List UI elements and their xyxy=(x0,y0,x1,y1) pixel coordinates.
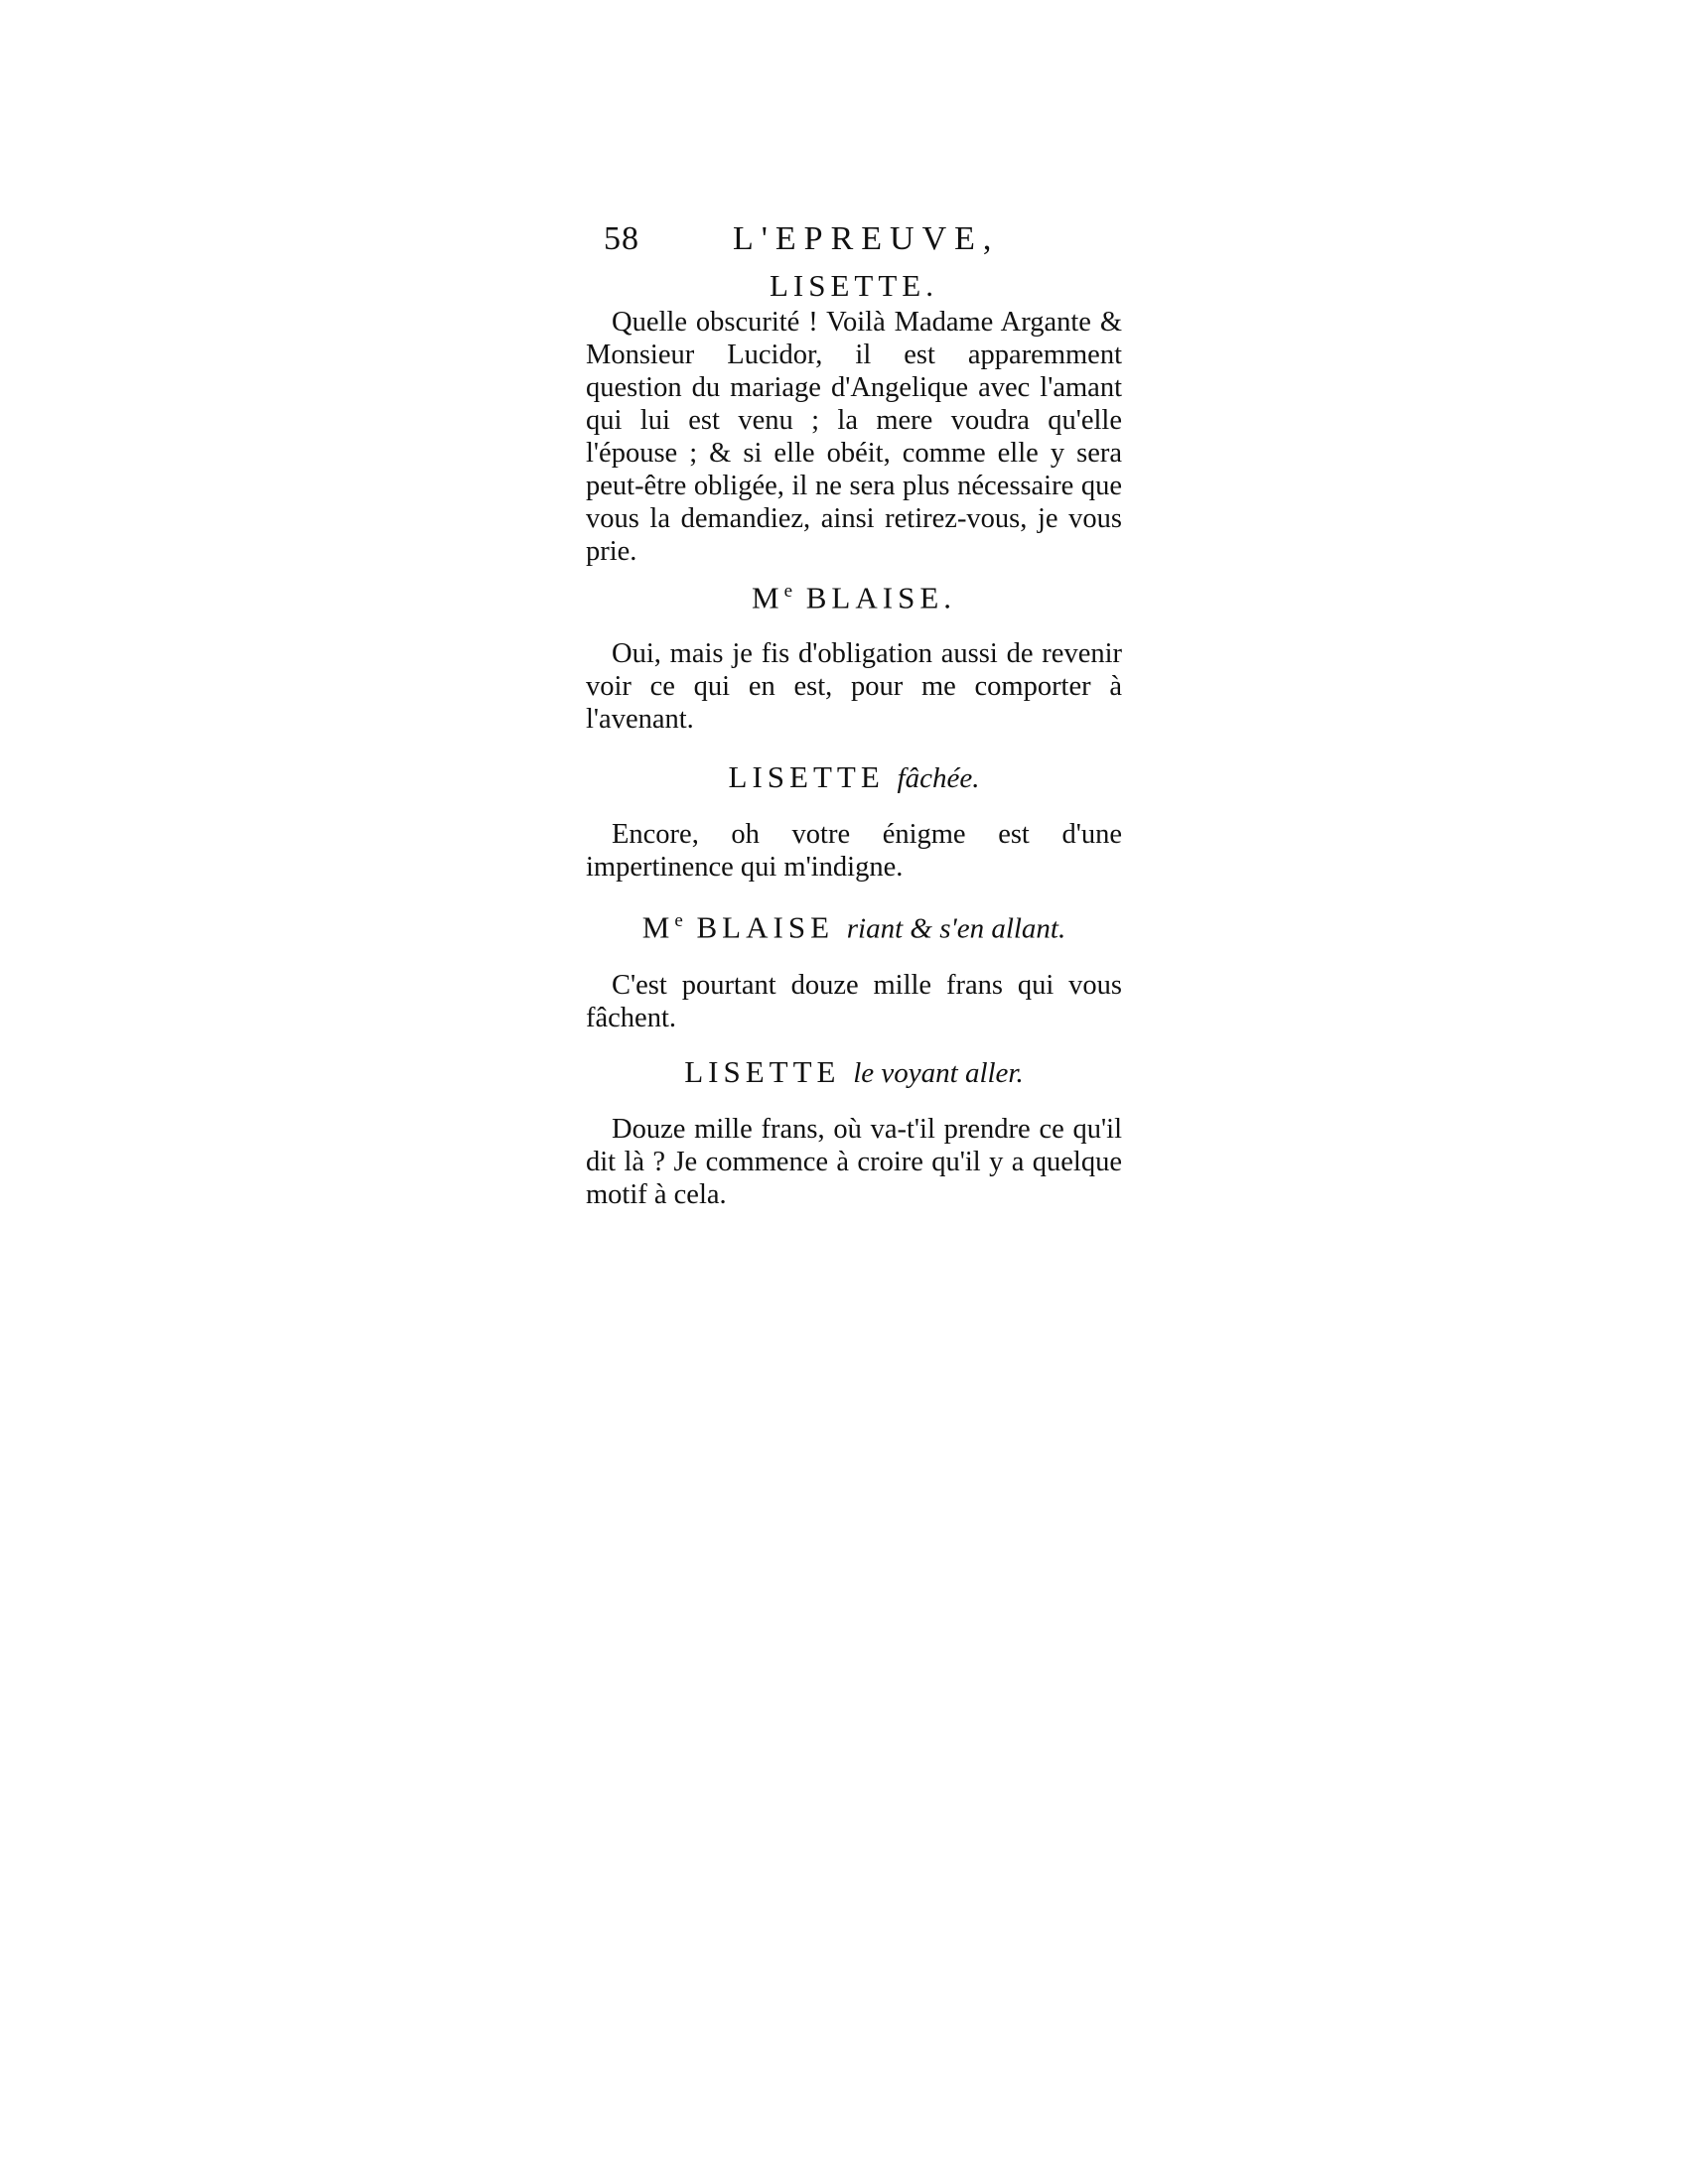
spacer xyxy=(586,949,1122,969)
spacer xyxy=(586,1093,1122,1113)
running-title: L'EPREUVE, xyxy=(733,220,1000,257)
speaker-name: LISETTE xyxy=(684,1053,841,1089)
speaker-superscript: e xyxy=(783,581,793,602)
speaker-heading xyxy=(586,572,1122,617)
speaker-heading xyxy=(586,1052,1122,1093)
page-number: 58 xyxy=(604,220,639,257)
speaker-heading xyxy=(586,901,1122,948)
spacer xyxy=(586,617,1122,637)
speech-text: C'est pourtant douze mille frans qui vous fâchent. xyxy=(586,969,1122,1033)
speaker-name: LISETTE xyxy=(728,759,885,795)
speaker-name: M xyxy=(641,909,675,945)
speaker-name-rest: BLAISE xyxy=(683,909,834,945)
speaker-superscript: e xyxy=(674,910,684,932)
stage-direction: riant & s'en allant. xyxy=(846,912,1066,945)
text-block xyxy=(586,220,1122,1223)
running-head xyxy=(586,220,1122,266)
speaker-name: LISETTE. xyxy=(770,268,938,303)
speaker-heading xyxy=(586,757,1122,798)
stage-direction: fâchée. xyxy=(897,762,980,795)
speech-text: Encore, oh votre énigme est d'une impertinence qui m'indigne. xyxy=(586,819,1122,884)
speaker-heading xyxy=(586,266,1122,306)
speaker-name-rest: BLAISE. xyxy=(793,580,956,615)
speech-text: Oui, mais je fis d'obligation aussi de revenir voir ce qui en est, pour me comporter à l'avenant. xyxy=(586,638,1122,736)
speech-text: Quelle obscurité ! Voilà Madame Argante & Monsieur Lucidor, il est apparemment question du mariage d'Angelique avec l'amant qui lui est venu ; la mere voudra qu'elle l'épouse ; & si elle obéit, comme elle y sera peut-être obligée, il ne sera plus nécessaire que vous la demandiez, ainsi retirez-vous, je vous prie. xyxy=(586,307,1122,567)
spacer xyxy=(586,798,1122,818)
stage-direction: le voyant aller. xyxy=(853,1056,1024,1089)
speaker-name: M xyxy=(751,580,784,615)
speech-text: Douze mille frans, où va-t'il prendre ce qu'il dit là ? Je commence à croire qu'il y a quelque motif à cela. xyxy=(586,1113,1122,1210)
